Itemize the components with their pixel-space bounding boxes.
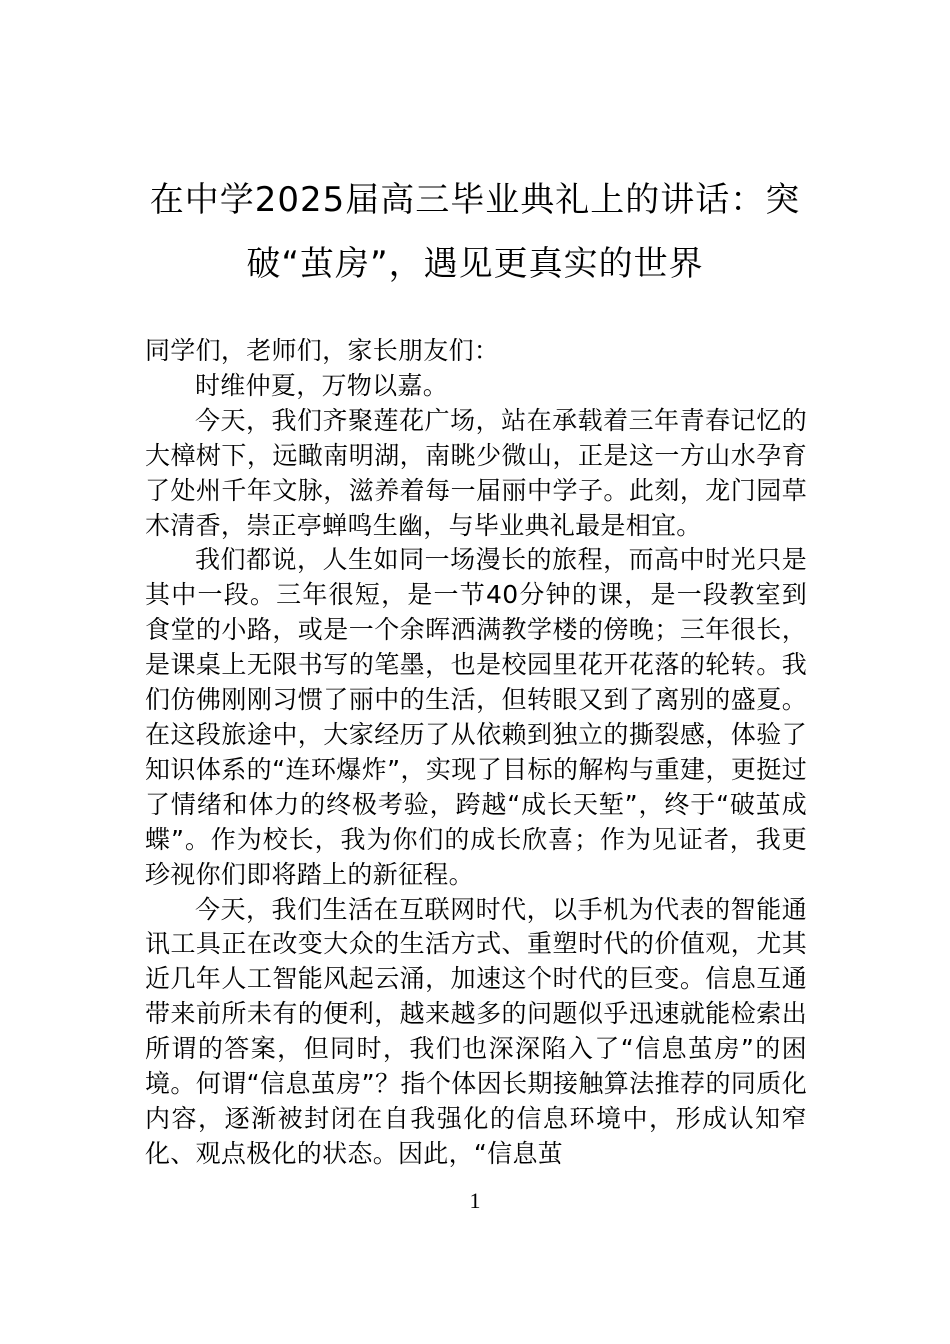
salutation: 同学们，老师们，家长朋友们： [145, 336, 500, 365]
document-body [145, 334, 807, 1172]
document-title [140, 168, 810, 296]
page-number: 1 [469, 1188, 481, 1213]
paragraph-2: 今天，我们齐聚莲花广场，站在承载着三年青春记忆的大樟树下，远瞰南明湖，南眺少微山，正是这一方山水孕育了处州千年文脉，滋养着每一届丽中学子。此刻，龙门园草木清香，崇正亭蝉鸣生幽，与毕业典礼最是相宜。 [145, 405, 807, 540]
title-line-1: 在中学2025届高三毕业典礼上的讲话：突 [149, 180, 801, 220]
title-line-2: 破“茧房”，遇见更真实的世界 [246, 244, 704, 284]
paragraph-1: 时维仲夏，万物以嘉。 [195, 370, 449, 400]
paragraph-3: 我们都说，人生如同一场漫长的旅程，而高中时光只是其中一段。三年很短，是一节40分钟的课，是一段教室到食堂的小路，或是一个余晖洒满教学楼的傍晚；三年很长，是课桌上无限书写的笔墨，也是校园里花开花落的轮转。我们仿佛刚刚习惯了丽中的生活，但转眼又到了离别的盛夏。在这段旅途中，大家经历了从依赖到独立的撕裂感，体验了知识体系的“连环爆炸”，实现了目标的解构与重建，更挺过了情绪和体力的终极考验，跨越“成长天堑”，终于“破茧成蝶”。作为校长，我为你们的成长欣喜；作为见证者，我更珍视你们即将踏上的新征程。 [145, 545, 807, 889]
paragraph-4: 今天，我们生活在互联网时代，以手机为代表的智能通讯工具正在改变大众的生活方式、重塑时代的价值观，尤其近几年人工智能风起云涌，加速这个时代的巨变。信息互通带来前所未有的便利，越来越多的问题似乎迅速就能检索出所谓的答案，但同时，我们也深深陷入了“信息茧房”的困境。何谓“信息茧房”？指个体因长期接触算法推荐的同质化内容，逐渐被封闭在自我强化的信息环境中，形成认知窄化、观点极化的状态。因此，“信息茧 [145, 894, 807, 1168]
